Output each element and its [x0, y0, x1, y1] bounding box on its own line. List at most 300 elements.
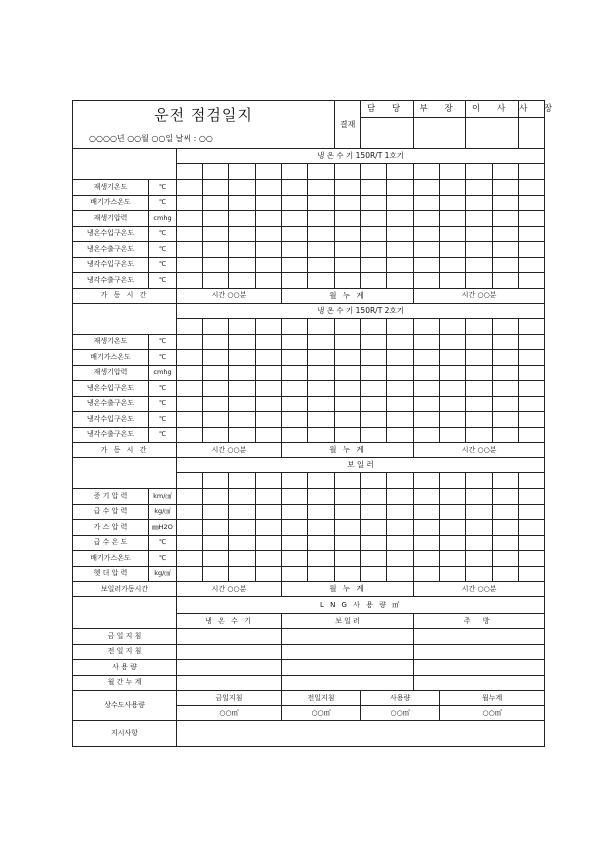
chiller2-reading-cell[interactable] — [519, 412, 545, 428]
boiler-reading-cell[interactable] — [361, 551, 387, 567]
boiler-reading-cell[interactable] — [177, 489, 203, 505]
boiler-reading-cell[interactable] — [414, 566, 440, 582]
lng-boiler-entry[interactable] — [282, 660, 414, 676]
chiller1-time-slot[interactable] — [256, 164, 282, 180]
chiller2-time-slot[interactable] — [414, 318, 440, 334]
chiller1-reading-cell[interactable] — [282, 195, 308, 211]
chiller2-reading-cell[interactable] — [203, 350, 229, 366]
chiller2-reading-cell[interactable] — [203, 396, 229, 412]
chiller2-reading-cell[interactable] — [177, 396, 203, 412]
boiler-reading-cell[interactable] — [256, 551, 282, 567]
chiller1-reading-cell[interactable] — [466, 273, 493, 289]
chiller2-reading-cell[interactable] — [519, 427, 545, 443]
boiler-reading-cell[interactable] — [229, 551, 256, 567]
boiler-reading-cell[interactable] — [282, 504, 308, 520]
chiller1-reading-cell[interactable] — [387, 211, 414, 227]
chiller1-reading-cell[interactable] — [335, 242, 361, 258]
chiller1-time-slot[interactable] — [493, 164, 519, 180]
chiller2-reading-cell[interactable] — [282, 365, 308, 381]
chiller2-reading-cell[interactable] — [493, 381, 519, 397]
chiller1-reading-cell[interactable] — [519, 273, 545, 289]
chiller1-time-slot[interactable] — [177, 164, 203, 180]
chiller2-time-slot[interactable] — [440, 318, 466, 334]
chiller1-reading-cell[interactable] — [282, 180, 308, 196]
boiler-reading-cell[interactable] — [361, 489, 387, 505]
chiller1-reading-cell[interactable] — [177, 273, 203, 289]
chiller1-reading-cell[interactable] — [466, 211, 493, 227]
chiller2-reading-cell[interactable] — [519, 365, 545, 381]
chiller1-reading-cell[interactable] — [256, 242, 282, 258]
boiler-reading-cell[interactable] — [282, 489, 308, 505]
chiller1-reading-cell[interactable] — [335, 257, 361, 273]
chiller1-time-slot[interactable] — [440, 164, 466, 180]
boiler-reading-cell[interactable] — [493, 535, 519, 551]
chiller1-reading-cell[interactable] — [203, 180, 229, 196]
boiler-time-slot[interactable] — [361, 473, 387, 489]
boiler-time-slot[interactable] — [466, 473, 493, 489]
chiller1-reading-cell[interactable] — [308, 180, 335, 196]
boiler-reading-cell[interactable] — [466, 504, 493, 520]
boiler-reading-cell[interactable] — [440, 504, 466, 520]
chiller1-time-slot[interactable] — [229, 164, 256, 180]
chiller2-time-slot[interactable] — [493, 318, 519, 334]
chiller1-reading-cell[interactable] — [519, 195, 545, 211]
chiller1-reading-cell[interactable] — [229, 195, 256, 211]
chiller2-reading-cell[interactable] — [256, 412, 282, 428]
chiller1-reading-cell[interactable] — [308, 273, 335, 289]
chiller2-reading-cell[interactable] — [308, 412, 335, 428]
boiler-reading-cell[interactable] — [203, 535, 229, 551]
chiller2-reading-cell[interactable] — [387, 350, 414, 366]
chiller2-reading-cell[interactable] — [229, 365, 256, 381]
water-value-usage[interactable] — [361, 706, 440, 721]
chiller1-reading-cell[interactable] — [414, 211, 440, 227]
chiller2-reading-cell[interactable] — [335, 350, 361, 366]
chiller2-reading-cell[interactable] — [335, 412, 361, 428]
boiler-reading-cell[interactable] — [414, 489, 440, 505]
boiler-reading-cell[interactable] — [440, 535, 466, 551]
chiller1-reading-cell[interactable] — [308, 195, 335, 211]
chiller1-time-slot[interactable] — [308, 164, 335, 180]
chiller2-reading-cell[interactable] — [203, 334, 229, 350]
boiler-reading-cell[interactable] — [177, 520, 203, 536]
lng-kitchen-entry[interactable] — [414, 629, 545, 645]
chiller2-reading-cell[interactable] — [440, 334, 466, 350]
boiler-reading-cell[interactable] — [335, 504, 361, 520]
chiller1-time-slot[interactable] — [466, 164, 493, 180]
boiler-reading-cell[interactable] — [361, 535, 387, 551]
boiler-reading-cell[interactable] — [282, 551, 308, 567]
boiler-reading-cell[interactable] — [177, 504, 203, 520]
chiller1-reading-cell[interactable] — [440, 211, 466, 227]
chiller2-reading-cell[interactable] — [414, 396, 440, 412]
boiler-reading-cell[interactable] — [335, 535, 361, 551]
chiller2-reading-cell[interactable] — [519, 350, 545, 366]
chiller2-time-slot[interactable] — [203, 318, 229, 334]
boiler-reading-cell[interactable] — [387, 489, 414, 505]
chiller1-reading-cell[interactable] — [493, 273, 519, 289]
chiller2-time-slot[interactable] — [229, 318, 256, 334]
boiler-reading-cell[interactable] — [282, 520, 308, 536]
chiller1-reading-cell[interactable] — [466, 242, 493, 258]
chiller2-reading-cell[interactable] — [308, 350, 335, 366]
boiler-reading-cell[interactable] — [229, 566, 256, 582]
lng-chiller-entry[interactable] — [177, 644, 282, 660]
chiller2-reading-cell[interactable] — [466, 350, 493, 366]
boiler-reading-cell[interactable] — [256, 489, 282, 505]
chiller2-reading-cell[interactable] — [229, 412, 256, 428]
chiller1-reading-cell[interactable] — [440, 226, 466, 242]
boiler-reading-cell[interactable] — [256, 520, 282, 536]
chiller1-reading-cell[interactable] — [229, 226, 256, 242]
chiller2-reading-cell[interactable] — [177, 427, 203, 443]
chiller1-reading-cell[interactable] — [361, 211, 387, 227]
boiler-reading-cell[interactable] — [387, 551, 414, 567]
chiller2-reading-cell[interactable] — [308, 334, 335, 350]
chiller2-reading-cell[interactable] — [229, 381, 256, 397]
chiller2-reading-cell[interactable] — [466, 427, 493, 443]
sign-box-isa[interactable] — [466, 118, 519, 149]
boiler-reading-cell[interactable] — [519, 566, 545, 582]
boiler-reading-cell[interactable] — [361, 520, 387, 536]
boiler-reading-cell[interactable] — [440, 551, 466, 567]
chiller1-reading-cell[interactable] — [493, 180, 519, 196]
chiller2-reading-cell[interactable] — [203, 427, 229, 443]
chiller2-reading-cell[interactable] — [256, 427, 282, 443]
boiler-reading-cell[interactable] — [414, 504, 440, 520]
chiller1-reading-cell[interactable] — [493, 242, 519, 258]
boiler-reading-cell[interactable] — [361, 566, 387, 582]
chiller2-reading-cell[interactable] — [177, 381, 203, 397]
chiller1-reading-cell[interactable] — [203, 211, 229, 227]
chiller1-reading-cell[interactable] — [282, 226, 308, 242]
boiler-reading-cell[interactable] — [256, 566, 282, 582]
boiler-reading-cell[interactable] — [361, 504, 387, 520]
chiller1-reading-cell[interactable] — [308, 242, 335, 258]
chiller2-reading-cell[interactable] — [493, 365, 519, 381]
chiller2-reading-cell[interactable] — [440, 350, 466, 366]
boiler-reading-cell[interactable] — [308, 551, 335, 567]
chiller1-reading-cell[interactable] — [308, 211, 335, 227]
chiller1-reading-cell[interactable] — [387, 195, 414, 211]
chiller1-reading-cell[interactable] — [203, 242, 229, 258]
chiller2-reading-cell[interactable] — [440, 381, 466, 397]
boiler-time-slot[interactable] — [282, 473, 308, 489]
chiller1-reading-cell[interactable] — [493, 195, 519, 211]
chiller2-reading-cell[interactable] — [256, 396, 282, 412]
chiller2-reading-cell[interactable] — [335, 381, 361, 397]
chiller2-reading-cell[interactable] — [308, 365, 335, 381]
boiler-reading-cell[interactable] — [203, 504, 229, 520]
chiller1-reading-cell[interactable] — [177, 180, 203, 196]
chiller2-reading-cell[interactable] — [282, 412, 308, 428]
chiller2-reading-cell[interactable] — [256, 381, 282, 397]
boiler-reading-cell[interactable] — [335, 551, 361, 567]
chiller1-reading-cell[interactable] — [414, 242, 440, 258]
boiler-reading-cell[interactable] — [414, 520, 440, 536]
chiller2-reading-cell[interactable] — [387, 334, 414, 350]
boiler-reading-cell[interactable] — [203, 489, 229, 505]
boiler-time-slot[interactable] — [335, 473, 361, 489]
boiler-reading-cell[interactable] — [466, 551, 493, 567]
water-value-today[interactable] — [177, 706, 282, 721]
chiller2-reading-cell[interactable] — [335, 396, 361, 412]
chiller2-reading-cell[interactable] — [387, 412, 414, 428]
chiller2-reading-cell[interactable] — [335, 334, 361, 350]
chiller1-reading-cell[interactable] — [440, 242, 466, 258]
chiller1-reading-cell[interactable] — [493, 226, 519, 242]
chiller1-reading-cell[interactable] — [308, 226, 335, 242]
boiler-time-slot[interactable] — [256, 473, 282, 489]
chiller1-reading-cell[interactable] — [440, 180, 466, 196]
chiller1-reading-cell[interactable] — [335, 226, 361, 242]
boiler-reading-cell[interactable] — [308, 489, 335, 505]
chiller1-reading-cell[interactable] — [335, 195, 361, 211]
chiller1-reading-cell[interactable] — [256, 211, 282, 227]
chiller2-reading-cell[interactable] — [203, 365, 229, 381]
chiller1-reading-cell[interactable] — [256, 273, 282, 289]
boiler-reading-cell[interactable] — [282, 535, 308, 551]
chiller2-reading-cell[interactable] — [387, 381, 414, 397]
chiller1-reading-cell[interactable] — [282, 242, 308, 258]
chiller1-reading-cell[interactable] — [361, 195, 387, 211]
boiler-reading-cell[interactable] — [229, 504, 256, 520]
chiller2-reading-cell[interactable] — [493, 334, 519, 350]
boiler-reading-cell[interactable] — [308, 520, 335, 536]
boiler-reading-cell[interactable] — [387, 520, 414, 536]
chiller1-reading-cell[interactable] — [335, 211, 361, 227]
chiller2-time-slot[interactable] — [519, 318, 545, 334]
chiller1-reading-cell[interactable] — [493, 211, 519, 227]
chiller2-time-slot[interactable] — [387, 318, 414, 334]
boiler-reading-cell[interactable] — [387, 566, 414, 582]
boiler-reading-cell[interactable] — [466, 566, 493, 582]
chiller2-reading-cell[interactable] — [361, 381, 387, 397]
boiler-reading-cell[interactable] — [335, 520, 361, 536]
chiller2-reading-cell[interactable] — [440, 396, 466, 412]
chiller1-reading-cell[interactable] — [493, 257, 519, 273]
boiler-reading-cell[interactable] — [519, 551, 545, 567]
chiller2-reading-cell[interactable] — [414, 427, 440, 443]
boiler-reading-cell[interactable] — [440, 566, 466, 582]
chiller2-reading-cell[interactable] — [282, 334, 308, 350]
chiller1-reading-cell[interactable] — [256, 180, 282, 196]
lng-boiler-entry[interactable] — [282, 629, 414, 645]
chiller1-reading-cell[interactable] — [414, 226, 440, 242]
water-value-yesterday[interactable] — [282, 706, 361, 721]
boiler-reading-cell[interactable] — [466, 489, 493, 505]
instructions-field[interactable] — [177, 721, 545, 747]
chiller1-reading-cell[interactable] — [466, 180, 493, 196]
boiler-reading-cell[interactable] — [519, 489, 545, 505]
chiller2-reading-cell[interactable] — [519, 381, 545, 397]
chiller2-reading-cell[interactable] — [335, 365, 361, 381]
chiller1-reading-cell[interactable] — [361, 273, 387, 289]
chiller1-reading-cell[interactable] — [229, 273, 256, 289]
chiller2-reading-cell[interactable] — [282, 350, 308, 366]
chiller2-time-slot[interactable] — [256, 318, 282, 334]
chiller2-reading-cell[interactable] — [519, 396, 545, 412]
chiller2-reading-cell[interactable] — [466, 365, 493, 381]
chiller1-reading-cell[interactable] — [414, 273, 440, 289]
chiller1-reading-cell[interactable] — [361, 180, 387, 196]
chiller2-reading-cell[interactable] — [414, 334, 440, 350]
chiller1-time-slot[interactable] — [203, 164, 229, 180]
lng-chiller-entry[interactable] — [177, 629, 282, 645]
lng-boiler-entry[interactable] — [282, 644, 414, 660]
chiller1-reading-cell[interactable] — [335, 180, 361, 196]
boiler-reading-cell[interactable] — [177, 535, 203, 551]
boiler-reading-cell[interactable] — [229, 535, 256, 551]
chiller2-reading-cell[interactable] — [256, 350, 282, 366]
boiler-time-slot[interactable] — [203, 473, 229, 489]
chiller2-time-slot[interactable] — [361, 318, 387, 334]
chiller1-reading-cell[interactable] — [229, 211, 256, 227]
boiler-reading-cell[interactable] — [177, 551, 203, 567]
boiler-reading-cell[interactable] — [414, 551, 440, 567]
chiller1-reading-cell[interactable] — [256, 226, 282, 242]
chiller1-reading-cell[interactable] — [203, 195, 229, 211]
chiller1-reading-cell[interactable] — [229, 257, 256, 273]
chiller1-reading-cell[interactable] — [519, 242, 545, 258]
boiler-time-slot[interactable] — [177, 473, 203, 489]
boiler-time-slot[interactable] — [493, 473, 519, 489]
boiler-reading-cell[interactable] — [519, 520, 545, 536]
boiler-time-slot[interactable] — [308, 473, 335, 489]
chiller1-time-slot[interactable] — [387, 164, 414, 180]
chiller2-reading-cell[interactable] — [387, 396, 414, 412]
chiller2-reading-cell[interactable] — [229, 427, 256, 443]
boiler-time-slot[interactable] — [519, 473, 545, 489]
lng-boiler-entry[interactable] — [282, 675, 414, 691]
lng-chiller-entry[interactable] — [177, 675, 282, 691]
boiler-reading-cell[interactable] — [308, 535, 335, 551]
boiler-reading-cell[interactable] — [203, 566, 229, 582]
chiller2-reading-cell[interactable] — [177, 350, 203, 366]
chiller2-reading-cell[interactable] — [361, 396, 387, 412]
lng-kitchen-entry[interactable] — [414, 644, 545, 660]
chiller1-time-slot[interactable] — [414, 164, 440, 180]
boiler-reading-cell[interactable] — [519, 535, 545, 551]
chiller1-reading-cell[interactable] — [282, 273, 308, 289]
boiler-reading-cell[interactable] — [466, 535, 493, 551]
lng-chiller-entry[interactable] — [177, 660, 282, 676]
chiller1-reading-cell[interactable] — [361, 226, 387, 242]
chiller2-reading-cell[interactable] — [282, 381, 308, 397]
chiller2-reading-cell[interactable] — [361, 365, 387, 381]
boiler-reading-cell[interactable] — [440, 489, 466, 505]
chiller1-reading-cell[interactable] — [519, 180, 545, 196]
chiller2-time-slot[interactable] — [308, 318, 335, 334]
chiller1-reading-cell[interactable] — [203, 273, 229, 289]
chiller2-reading-cell[interactable] — [361, 412, 387, 428]
chiller2-reading-cell[interactable] — [387, 427, 414, 443]
chiller2-reading-cell[interactable] — [361, 350, 387, 366]
chiller1-reading-cell[interactable] — [414, 257, 440, 273]
chiller2-reading-cell[interactable] — [361, 427, 387, 443]
chiller1-reading-cell[interactable] — [414, 180, 440, 196]
chiller1-reading-cell[interactable] — [361, 257, 387, 273]
chiller1-reading-cell[interactable] — [440, 195, 466, 211]
chiller2-reading-cell[interactable] — [282, 427, 308, 443]
chiller2-time-slot[interactable] — [282, 318, 308, 334]
chiller2-reading-cell[interactable] — [466, 396, 493, 412]
chiller1-reading-cell[interactable] — [177, 242, 203, 258]
chiller2-reading-cell[interactable] — [229, 396, 256, 412]
chiller2-reading-cell[interactable] — [335, 427, 361, 443]
chiller1-reading-cell[interactable] — [466, 195, 493, 211]
chiller1-reading-cell[interactable] — [519, 226, 545, 242]
chiller1-reading-cell[interactable] — [256, 257, 282, 273]
chiller1-reading-cell[interactable] — [203, 257, 229, 273]
chiller2-reading-cell[interactable] — [493, 350, 519, 366]
chiller2-reading-cell[interactable] — [308, 396, 335, 412]
boiler-reading-cell[interactable] — [493, 489, 519, 505]
chiller1-reading-cell[interactable] — [256, 195, 282, 211]
chiller2-reading-cell[interactable] — [440, 412, 466, 428]
chiller1-reading-cell[interactable] — [335, 273, 361, 289]
chiller2-reading-cell[interactable] — [229, 350, 256, 366]
chiller1-reading-cell[interactable] — [440, 273, 466, 289]
boiler-reading-cell[interactable] — [308, 566, 335, 582]
boiler-reading-cell[interactable] — [440, 520, 466, 536]
boiler-reading-cell[interactable] — [177, 566, 203, 582]
boiler-reading-cell[interactable] — [229, 489, 256, 505]
chiller1-time-slot[interactable] — [335, 164, 361, 180]
chiller1-reading-cell[interactable] — [519, 211, 545, 227]
boiler-reading-cell[interactable] — [203, 551, 229, 567]
boiler-reading-cell[interactable] — [519, 504, 545, 520]
chiller1-reading-cell[interactable] — [177, 226, 203, 242]
boiler-time-slot[interactable] — [414, 473, 440, 489]
chiller1-reading-cell[interactable] — [282, 257, 308, 273]
chiller1-time-slot[interactable] — [519, 164, 545, 180]
chiller1-reading-cell[interactable] — [229, 180, 256, 196]
chiller2-reading-cell[interactable] — [256, 334, 282, 350]
chiller2-reading-cell[interactable] — [414, 365, 440, 381]
chiller1-reading-cell[interactable] — [177, 257, 203, 273]
chiller2-reading-cell[interactable] — [519, 334, 545, 350]
chiller1-reading-cell[interactable] — [387, 273, 414, 289]
chiller1-time-slot[interactable] — [282, 164, 308, 180]
chiller2-reading-cell[interactable] — [177, 412, 203, 428]
chiller1-reading-cell[interactable] — [440, 257, 466, 273]
chiller1-reading-cell[interactable] — [229, 242, 256, 258]
lng-kitchen-entry[interactable] — [414, 660, 545, 676]
chiller1-reading-cell[interactable] — [361, 242, 387, 258]
chiller1-reading-cell[interactable] — [387, 226, 414, 242]
water-value-monthly[interactable] — [440, 706, 545, 721]
boiler-reading-cell[interactable] — [466, 520, 493, 536]
boiler-reading-cell[interactable] — [308, 504, 335, 520]
chiller2-reading-cell[interactable] — [229, 334, 256, 350]
chiller1-reading-cell[interactable] — [466, 226, 493, 242]
chiller2-reading-cell[interactable] — [177, 365, 203, 381]
boiler-reading-cell[interactable] — [335, 489, 361, 505]
chiller2-time-slot[interactable] — [335, 318, 361, 334]
sign-box-damdang[interactable] — [361, 118, 414, 149]
chiller1-reading-cell[interactable] — [387, 257, 414, 273]
chiller2-reading-cell[interactable] — [256, 365, 282, 381]
chiller1-reading-cell[interactable] — [177, 211, 203, 227]
sign-box-sajang[interactable] — [519, 118, 545, 149]
chiller2-reading-cell[interactable] — [387, 365, 414, 381]
chiller2-reading-cell[interactable] — [414, 381, 440, 397]
chiller1-time-slot[interactable] — [361, 164, 387, 180]
chiller2-reading-cell[interactable] — [440, 365, 466, 381]
sign-box-bujang[interactable] — [414, 118, 466, 149]
chiller2-reading-cell[interactable] — [414, 412, 440, 428]
